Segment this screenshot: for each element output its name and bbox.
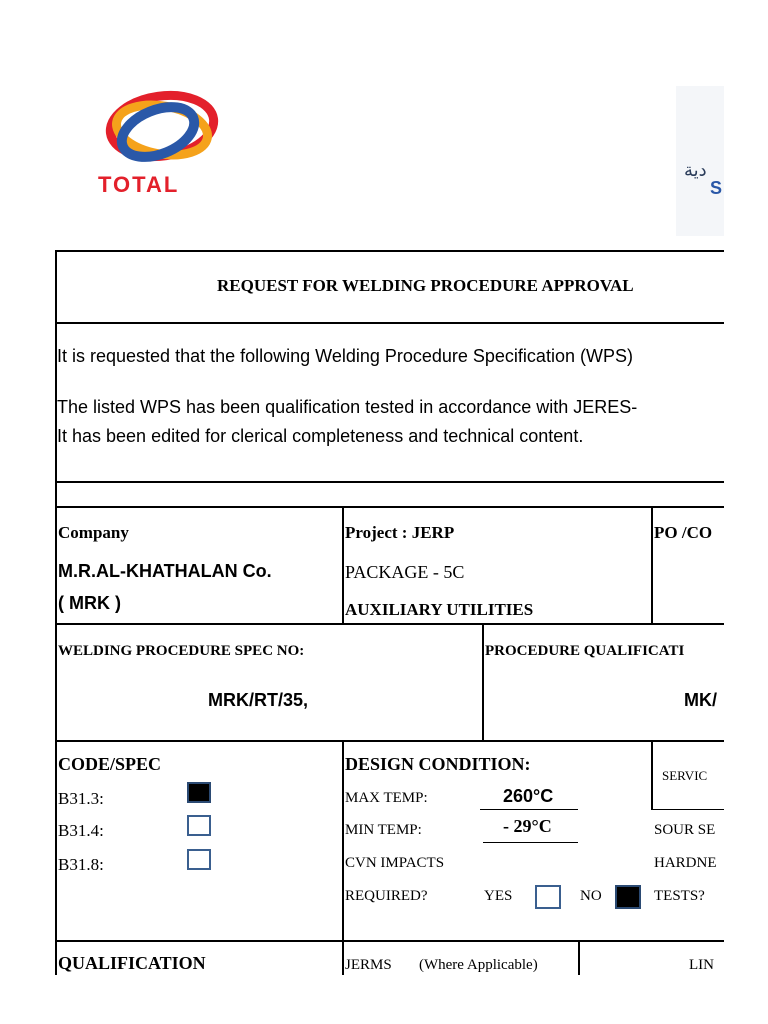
design-condition-label: DESIGN CONDITION:	[345, 754, 531, 774]
company-row-divider	[55, 623, 724, 625]
design-service-divider	[651, 740, 653, 810]
jerms-label: JERMS	[345, 957, 392, 973]
project-label: Project : JERP	[345, 523, 455, 542]
wps-number: MRK/RT/35,	[208, 690, 309, 710]
cvn-yes-checkbox[interactable]	[535, 885, 561, 909]
po-label: PO /CO	[654, 523, 713, 542]
company-abbrev: ( MRK )	[58, 593, 121, 613]
jerms-lin-divider	[578, 940, 580, 975]
intro-line-3: It has been edited for clerical completeness and technical content.	[57, 426, 584, 446]
partner-logo	[676, 86, 724, 236]
min-temp-label: MIN TEMP:	[345, 822, 422, 838]
total-logo-globe-icon	[96, 86, 228, 168]
max-temp-value: 260°C	[503, 786, 554, 806]
cvn-impacts-label: CVN IMPACTS	[345, 855, 445, 871]
company-label: Company	[58, 523, 129, 542]
hardness-label: HARDNE	[654, 855, 717, 871]
intro-line-2: The listed WPS has been qualification tested in accordance with JERES-	[57, 397, 638, 417]
max-temp-label: MAX TEMP:	[345, 790, 428, 806]
sour-service-label: SOUR SE	[654, 822, 716, 838]
partner-logo-arabic: دية	[684, 160, 707, 181]
wps-label: WELDING PROCEDURE SPEC NO:	[58, 643, 305, 659]
service-box-bottom	[651, 809, 724, 810]
where-applicable-label: (Where Applicable)	[419, 957, 538, 973]
code-spec-label: CODE/SPEC	[58, 754, 162, 774]
code-b31-8-checkbox[interactable]	[187, 849, 211, 870]
qualification-label: QUALIFICATION	[58, 953, 206, 973]
min-temp-underline	[483, 842, 578, 843]
project-package: PACKAGE - 5C	[345, 562, 465, 582]
service-label: SERVIC	[662, 768, 708, 783]
intro-line-1: It is requested that the following Welding Procedure Specification (WPS)	[57, 346, 633, 366]
wps-row-divider	[55, 740, 724, 742]
code-b31-8-label: B31.8:	[58, 855, 104, 874]
tests-label: TESTS?	[654, 888, 705, 904]
max-temp-underline	[480, 809, 578, 810]
intro-divider	[55, 481, 724, 483]
cvn-no-checkbox[interactable]	[615, 885, 641, 909]
title-divider	[55, 322, 724, 324]
cvn-no-label: NO	[580, 888, 602, 904]
code-b31-3-checkbox[interactable]	[187, 782, 211, 803]
code-b31-4-label: B31.4:	[58, 821, 104, 840]
company-project-divider	[342, 506, 344, 624]
project-scope: AUXILIARY UTILITIES	[345, 600, 534, 619]
partner-logo-latin: S	[710, 178, 723, 198]
code-b31-3-label: B31.3:	[58, 789, 104, 808]
qualification-divider	[342, 940, 344, 975]
code-b31-4-checkbox[interactable]	[187, 815, 211, 836]
cvn-yes-label: YES	[484, 888, 513, 904]
form-top-border	[55, 250, 724, 252]
cvn-required-label: REQUIRED?	[345, 888, 428, 904]
project-po-divider	[651, 506, 653, 624]
min-temp-value: - 29°C	[503, 816, 552, 836]
total-logo-wordmark: TOTAL	[98, 172, 180, 197]
wps-pqr-divider	[482, 623, 484, 741]
spacer-divider	[55, 506, 724, 508]
company-name: M.R.AL-KHATHALAN Co.	[58, 561, 272, 581]
code-design-divider	[342, 740, 344, 941]
design-row-divider	[55, 940, 724, 942]
form-title: REQUEST FOR WELDING PROCEDURE APPROVAL	[217, 276, 634, 295]
pqr-label: PROCEDURE QUALIFICATI	[485, 643, 685, 659]
pqr-number: MK/	[684, 690, 717, 710]
total-logo	[96, 86, 228, 198]
lin-label: LIN	[689, 957, 714, 973]
